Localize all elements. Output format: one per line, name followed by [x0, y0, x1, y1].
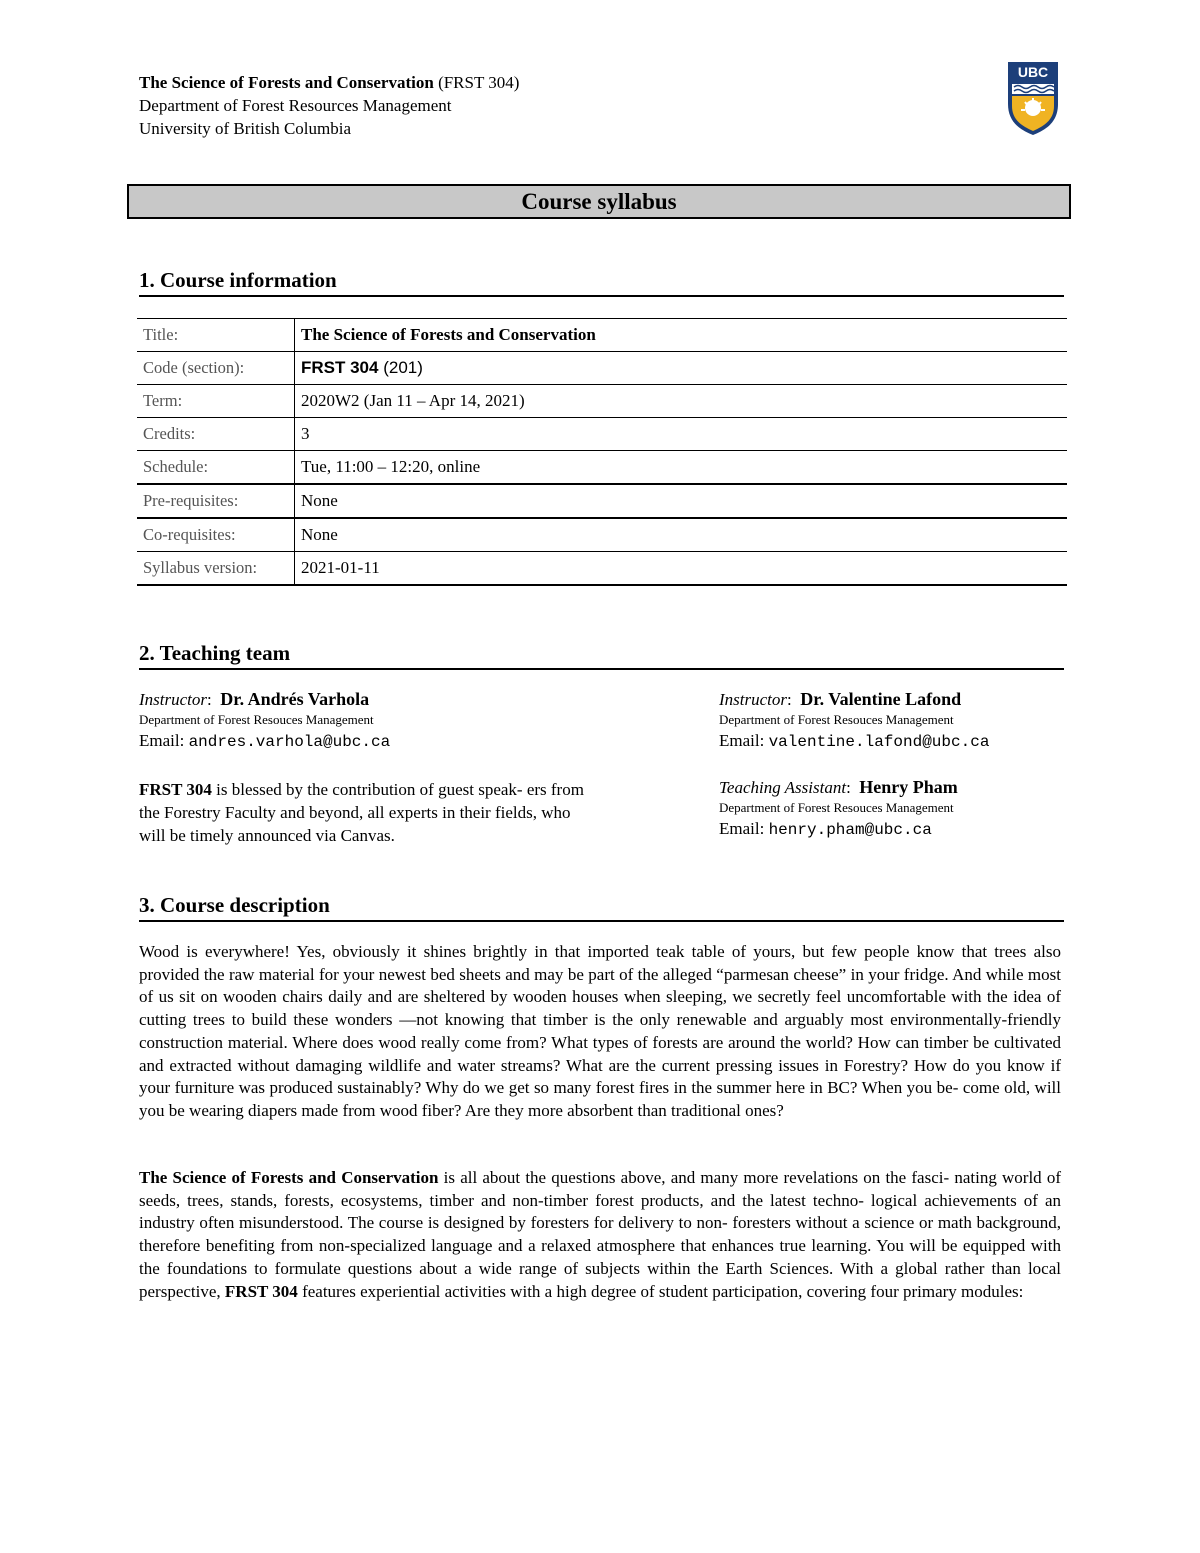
table-row	[137, 552, 1067, 586]
instructor-2-email[interactable]: valentine.lafond@ubc.ca	[768, 733, 990, 751]
code-label: Code (section):	[137, 352, 295, 385]
prereq-label: Pre-requisites:	[137, 484, 295, 518]
ta-email[interactable]: henry.pham@ubc.ca	[768, 821, 932, 839]
description-paragraph-2	[139, 1167, 1061, 1303]
term-label: Term:	[137, 385, 295, 418]
section-heading-teaching-team: 2. Teaching team	[139, 640, 1064, 670]
title-label: Title:	[137, 319, 295, 352]
course-title: The Science of Forests and Conservation	[139, 73, 434, 92]
ubc-logo-icon	[1006, 60, 1060, 136]
credits-label: Credits:	[137, 418, 295, 451]
syllabus-banner: Course syllabus	[127, 184, 1071, 219]
course-line	[139, 71, 519, 94]
description-paragraph-1: Wood is everywhere! Yes, obviously it shines brightly in that imported teak table of yours, but few people know that trees also provided the raw material for your newest bed sheets and may be part of the alleged “parmesan cheese” in your fridge. And while most of us sit on wooden chairs daily and are sheltered by wooden houses when sleeping, we secretly feel uncomfortable with the idea of cutting trees to build these wonders —not knowing that timber is the only renewable and arguably most environmentally-friendly construction material. Where does wood really come from? What types of forests are around the world? How can timber be cultivated and extracted without damaging wildlife and water streams? What are the current pressing issues in Forestry? How do you know if your furniture was produced sustainably? Why do we get so many forest fires in the summer here in BC? When you be- come old, will you be wearing diapers made from wood fiber? Are they more absorbent than traditional ones?	[139, 942, 1061, 1120]
desc-text-a: is all about the questions above, and many more revelations on the fasci- nating world of seeds, trees, stands, forests, ecosystems, timber and non-timber forest products, and the latest techno- logical achievements of an industry often misunderstood. The course is designed by foresters for delivery to non- foresters without a science or math background, therefore benefiting from non-specialized language and a relaxed atmosphere that enhances true learning. You will be equipped with the foundations to formulate questions about a wide range of subjects within the Earth Sciences. With a global rather than local perspective,	[139, 1168, 1062, 1301]
course-code: (FRST 304)	[438, 73, 520, 92]
schedule-value: Tue, 11:00 – 12:20, online	[295, 451, 1068, 485]
table-row	[137, 418, 1067, 451]
code-section: (201)	[378, 358, 423, 377]
version-label: Syllabus version:	[137, 552, 295, 586]
code-cell	[295, 352, 1068, 385]
table-row	[137, 352, 1067, 385]
desc-course-title: The Science of Forests and Conservation	[139, 1168, 439, 1187]
instructor-2-role: Instructor	[719, 690, 787, 709]
desc-text-b: features experiential activities with a high degree of student participation, covering four primary modules:	[297, 1281, 1024, 1301]
guest-speakers-note	[139, 778, 584, 847]
instructor-1-block: Instructor: Dr. Andrés Varhola Department of Forest Resouces Management Email: andres.varhola@ubc.ca	[139, 689, 391, 751]
table-row	[137, 484, 1067, 518]
ta-email-label: Email:	[719, 819, 765, 838]
prereq-value: None	[295, 484, 1068, 518]
instructor-1-email-label: Email:	[139, 731, 185, 750]
section-heading-course-description: 3. Course description	[139, 892, 1064, 922]
instructor-1-email[interactable]: andres.varhola@ubc.ca	[188, 733, 391, 751]
coreq-value: None	[295, 518, 1068, 552]
guest-course-code: FRST 304	[139, 780, 212, 799]
schedule-label: Schedule:	[137, 451, 295, 485]
guest-text: is blessed by the contribution of guest speak- ers from the Forestry Faculty and beyond, all experts in their fields, who will be timely announced via Canvas.	[139, 780, 584, 845]
table-row	[137, 385, 1067, 418]
version-value: 2021-01-11	[295, 552, 1068, 586]
ta-dept: Department of Forest Resouces Management	[719, 800, 954, 815]
instructor-2-name: Dr. Valentine Lafond	[800, 689, 962, 709]
ta-role: Teaching Assistant	[719, 778, 847, 797]
department-name: Department of Forest Resources Management	[139, 96, 452, 115]
logo-text: UBC	[1017, 64, 1049, 80]
ta-block: Teaching Assistant: Henry Pham Department of Forest Resouces Management Email: henry.pham@ubc.ca	[719, 777, 958, 839]
table-row	[137, 319, 1067, 352]
instructor-1-name: Dr. Andrés Varhola	[220, 689, 370, 709]
coreq-label: Co-requisites:	[137, 518, 295, 552]
desc-course-code: FRST 304	[224, 1281, 298, 1301]
title-value: The Science of Forests and Conservation	[295, 319, 1068, 352]
term-value: 2020W2 (Jan 11 – Apr 14, 2021)	[295, 385, 1068, 418]
university-name: University of British Columbia	[139, 119, 352, 138]
instructor-1-dept: Department of Forest Resouces Management	[139, 712, 374, 727]
course-info-table	[137, 318, 1067, 586]
document-header	[139, 71, 519, 140]
instructor-2-block: Instructor: Dr. Valentine Lafond Department of Forest Resouces Management Email: valentine.lafond@ubc.ca	[719, 689, 990, 751]
ta-name: Henry Pham	[859, 777, 958, 797]
code-value: FRST 304	[301, 358, 379, 377]
section-heading-course-info: 1. Course information	[139, 267, 1064, 297]
instructor-2-email-label: Email:	[719, 731, 765, 750]
table-row	[137, 518, 1067, 552]
credits-value: 3	[295, 418, 1068, 451]
instructor-1-role: Instructor	[139, 690, 207, 709]
table-row	[137, 451, 1067, 485]
instructor-2-dept: Department of Forest Resouces Management	[719, 712, 954, 727]
